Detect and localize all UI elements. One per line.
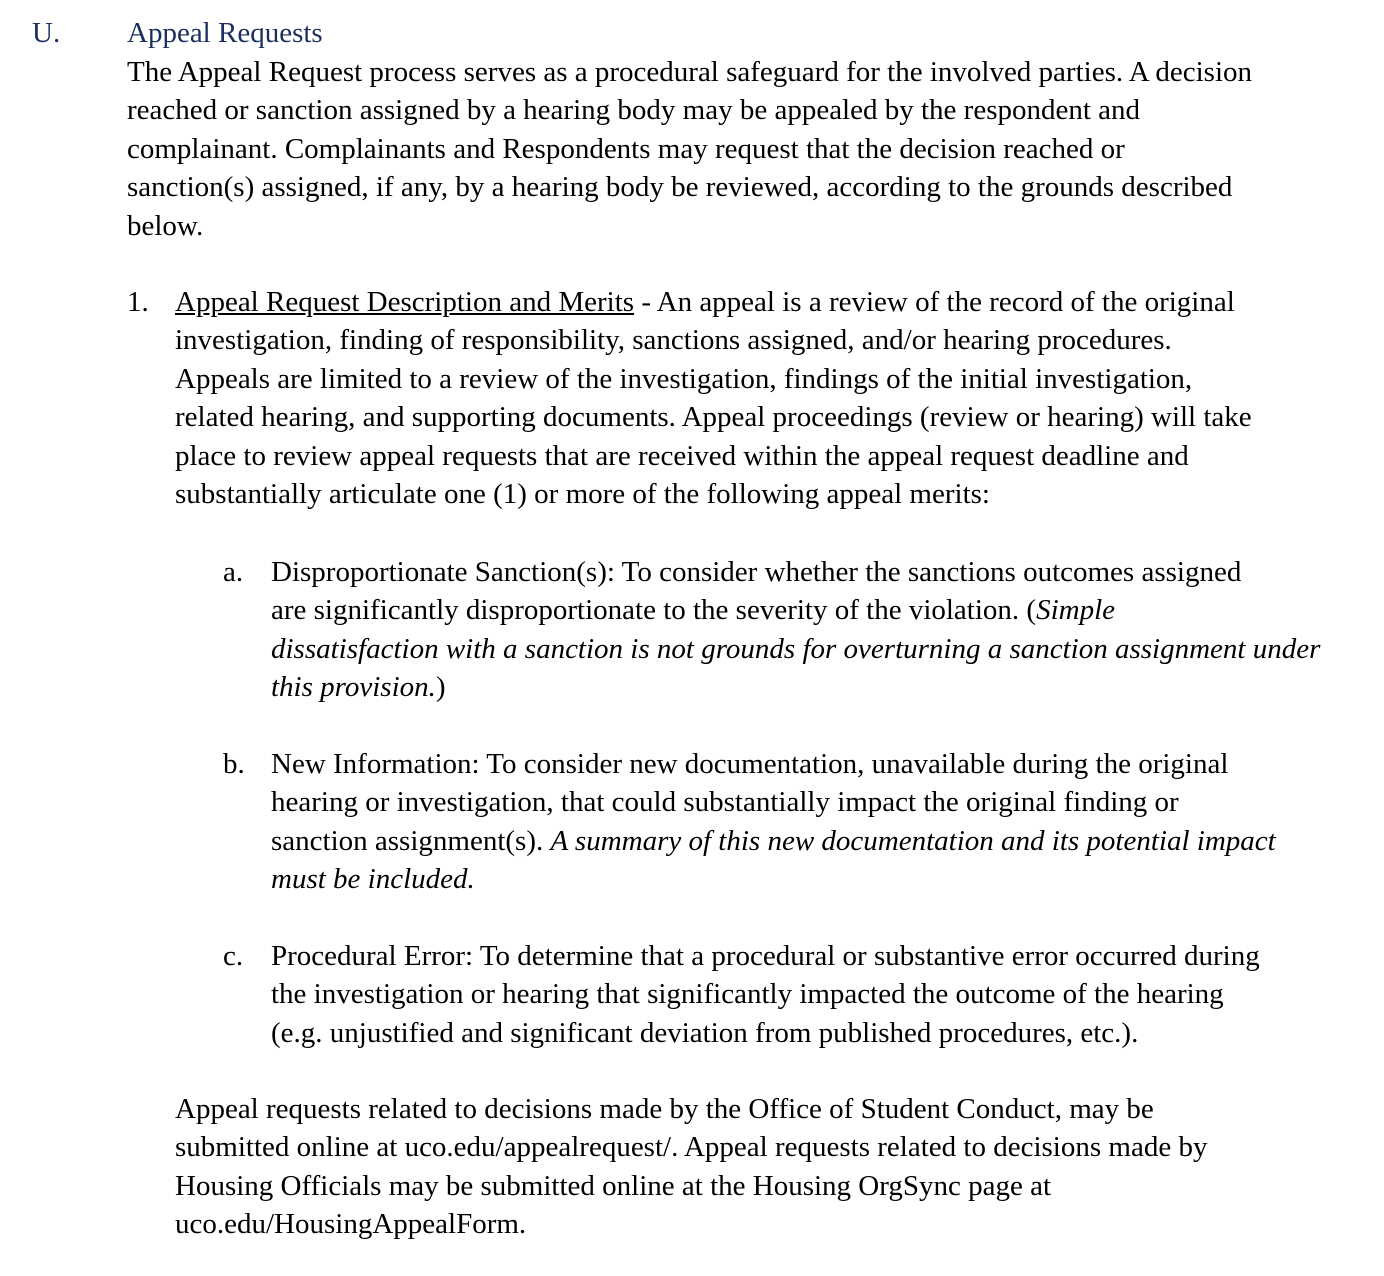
intro-line: The Appeal Request process serves as a procedural safeguard for the involved parties. A decision [127,56,1252,88]
closing-text: . [518,1208,527,1241]
merit-line: New Information: To consider new documentation, unavailable during the original [271,748,1229,780]
section-title: Appeal Requests [127,17,323,49]
closing-line: Housing Officials may be submitted online at the Housing OrgSync page at [175,1169,1052,1202]
closing-paragraph [175,1090,1207,1244]
closing-line [175,1205,1207,1243]
housing-appeal-form-link[interactable]: uco.edu/HousingAppealForm [175,1208,519,1241]
merit-line: Procedural Error: To determine that a procedural or substantive error occurred during [271,940,1260,972]
item1-line: substantially articulate one (1) or more of the following appeal merits: [175,478,990,511]
closing-text: . Appeal requests related to decisions made by [671,1131,1208,1164]
merit-italic-text: Simple [1036,594,1116,627]
intro-line: reached or sanction assigned by a hearing body may be appealed by the respondent and [127,94,1141,127]
item1-first-line [175,283,1252,321]
merit-text: are significantly disproportionate to the severity of the violation. ( [271,594,1037,627]
merit-line [271,591,1320,629]
list-marker-1: 1. [127,286,149,318]
merit-line: Disproportionate Sanction(s): To consider whether the sanctions outcomes assigned [271,556,1242,588]
merit-procedural-error [271,937,1260,1052]
closing-line: Appeal requests related to decisions made by the Office of Student Conduct, may be [175,1093,1154,1125]
item1-line: related hearing, and supporting documents. Appeal proceedings (review or hearing) will take [175,401,1252,434]
merit-marker-c: c. [223,940,244,972]
merit-italic-text: A summary of this new documentation and its potential impact [550,824,1276,857]
merit-marker-b: b. [223,748,245,780]
merit-line: (e.g. unjustified and significant deviation from published procedures, etc.). [271,1016,1139,1049]
merit-line [271,668,1320,706]
merit-line: the investigation or hearing that significantly impacted the outcome of the hearing [271,978,1224,1011]
section-letter: U. [32,17,61,49]
merit-line: hearing or investigation, that could substantially impact the original finding or [271,786,1179,819]
merit-italic-line: must be included. [271,863,475,896]
item1-line: investigation, finding of responsibility, sanctions assigned, and/or hearing procedures. [175,324,1172,357]
item1-line: place to review appeal requests that are received within the appeal request deadline and [175,439,1189,472]
closing-line [175,1128,1207,1166]
merit-text: sanction assignment(s). [271,824,551,857]
merit-text: ) [435,671,446,704]
item1-paragraph [175,283,1252,513]
item1-title: Appeal Request Description and Merits [175,286,635,318]
closing-text: submitted online at [175,1131,405,1164]
intro-line: below. [127,209,204,242]
merit-marker-a: a. [223,556,244,588]
merit-new-information [271,745,1276,899]
intro-line: complainant. Complainants and Respondents may request that the decision reached or [127,132,1125,165]
intro-line: sanction(s) assigned, if any, by a hearing body be reviewed, according to the grounds described [127,171,1233,204]
merit-line [271,822,1276,860]
merit-italic-line: dissatisfaction with a sanction is not grounds for overturning a sanction assignment under [271,632,1321,665]
item1-first-line-rest: - An appeal is a review of the record of the original [634,286,1235,318]
intro-paragraph [127,53,1252,245]
merit-disproportionate-sanction [271,553,1320,707]
appeal-request-link[interactable]: uco.edu/appealrequest/ [404,1131,672,1164]
item1-line: Appeals are limited to a review of the investigation, findings of the initial investigation, [175,362,1193,395]
merit-italic-text: this provision. [271,671,436,704]
